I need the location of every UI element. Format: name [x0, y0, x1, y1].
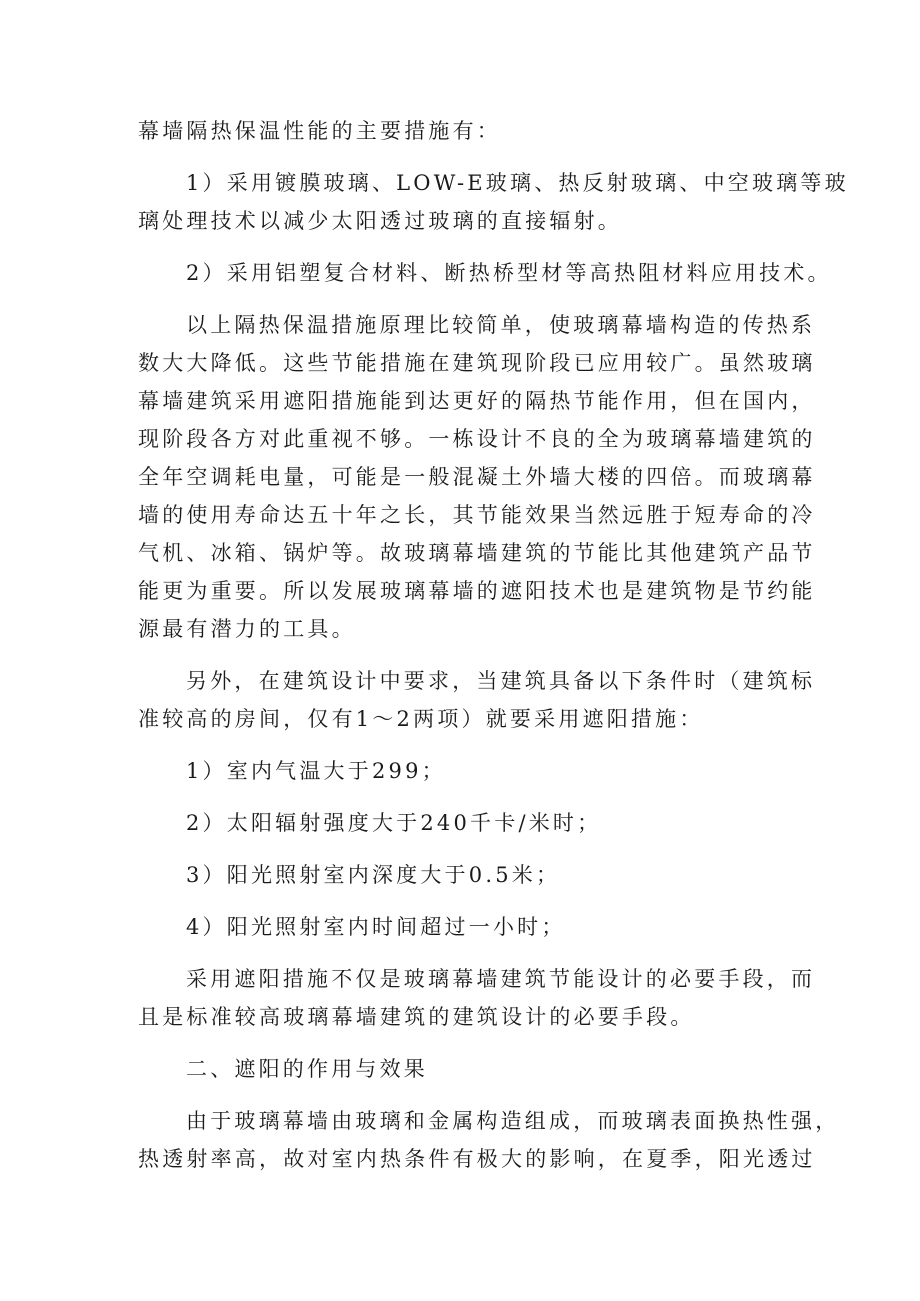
condition-item-4: [138, 908, 798, 946]
paragraph-shading-conditions: [138, 662, 816, 738]
section-heading: [138, 1050, 798, 1088]
text-line: 1）室内气温大于299；: [186, 759, 446, 783]
text-line: 4）阳光照射室内时间超过一小时；: [186, 915, 566, 939]
text-line: 现阶段各方对此重视不够。一栋设计不良的全为玻璃幕墙建筑的: [138, 427, 816, 451]
text-line: 采用遮阳措施不仅是玻璃幕墙建筑节能设计的必要手段，而: [186, 967, 816, 991]
text-line: 1）采用镀膜玻璃、LOW-E玻璃、热反射玻璃、中空玻璃等玻: [186, 171, 849, 195]
text-line: 源最有潜力的工具。: [138, 617, 356, 641]
paragraph-glass-effect: [138, 1102, 840, 1178]
text-line: 以上隔热保温措施原理比较简单，使玻璃幕墙构造的传热系: [186, 313, 816, 337]
text-line: 幕墙建筑采用遮阳措施能到达更好的隔热节能作用，但在国内，: [138, 389, 816, 413]
text-line: 墙的使用寿命达五十年之长，其节能效果当然远胜于短寿命的冷: [138, 503, 816, 527]
paragraph-measures-intro: [138, 112, 798, 150]
text-line: 且是标准较高玻璃幕墙建筑的建筑设计的必要手段。: [138, 1005, 695, 1029]
condition-item-2: [138, 804, 798, 842]
text-line: 能更为重要。所以发展玻璃幕墙的遮阳技术也是建筑物是节约能: [138, 579, 816, 603]
text-line: 全年空调耗电量，可能是一般混凝土外墙大楼的四倍。而玻璃幕: [138, 465, 816, 489]
paragraph-item-1: [138, 164, 849, 240]
text-line: 2）太阳辐射强度大于240千卡/米时；: [186, 811, 602, 835]
paragraph-item-2: [138, 254, 832, 292]
text-line: 气机、冰箱、锅炉等。故玻璃幕墙建筑的节能比其他建筑产品节: [138, 541, 816, 565]
text-line: 数大大降低。这些节能措施在建筑现阶段已应用较广。虽然玻璃: [138, 351, 816, 375]
paragraph-energy-saving: [138, 306, 816, 648]
text-line: 2）采用铝塑复合材料、断热桥型材等高热阻材料应用技术。: [186, 261, 832, 285]
text-line: 幕墙隔热保温性能的主要措施有：: [138, 119, 501, 143]
text-line: 璃处理技术以减少太阳透过玻璃的直接辐射。: [138, 209, 622, 233]
condition-item-3: [138, 856, 798, 894]
text-line: 热透射率高，故对室内热条件有极大的影响，在夏季，阳光透过: [138, 1147, 816, 1171]
text-line: 由于玻璃幕墙由玻璃和金属构造组成，而玻璃表面换热性强，: [186, 1109, 840, 1133]
text-line: 3）阳光照射室内深度大于0.5米；: [186, 863, 561, 887]
document-body: [138, 112, 849, 1178]
text-line: 二、遮阳的作用与效果: [186, 1057, 428, 1081]
paragraph-shading-necessity: [138, 960, 816, 1036]
text-line: 准较高的房间，仅有1～2两项）就要采用遮阳措施：: [138, 707, 704, 731]
condition-item-1: [138, 752, 798, 790]
text-line: 另外，在建筑设计中要求，当建筑具备以下条件时（建筑标: [186, 669, 816, 693]
